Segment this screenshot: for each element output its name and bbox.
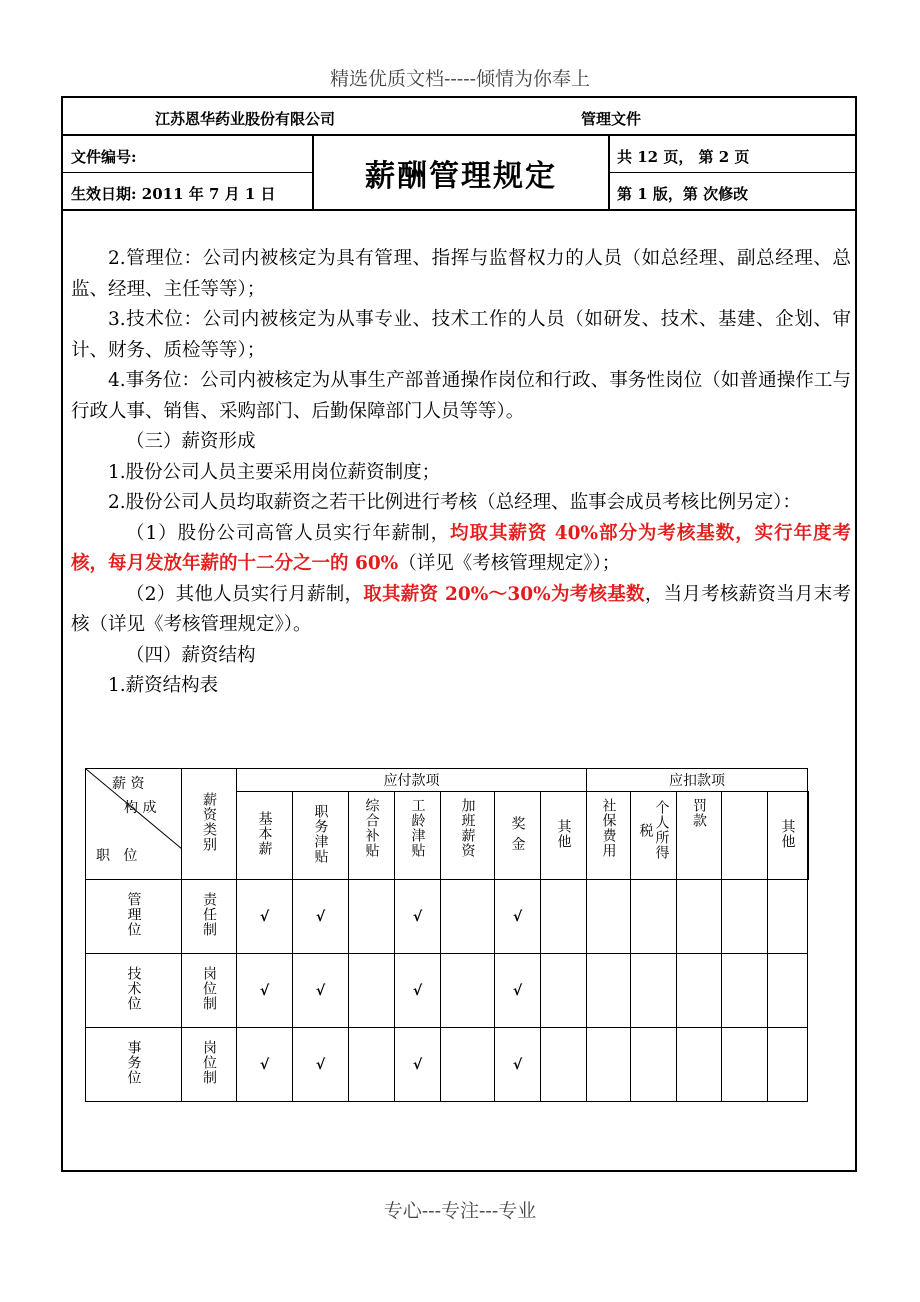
col-header-label: 工龄津贴 [409,798,426,858]
type-cell [182,954,237,1028]
paragraph: 2.管理位：公司内被核定为具有管理、指挥与监督权力的人员（如总经理、副总经理、总监、经理、主任等等）； [71,248,851,300]
col-header [349,792,395,880]
type-header [182,769,237,880]
salary-structure-table [85,768,809,1102]
check-mark: √ [395,954,441,1028]
paragraph-part: ，当月考核薪资当月末考核（详见《考核管理规定》）。 [71,583,851,635]
col-header-label: 基本薪 [256,811,273,856]
watermark-top: 精选优质文档-----倾情为你奉上 [329,68,591,90]
paragraph: 1.股份公司人员主要采用岗位薪资制度； [108,461,441,483]
corner-cell [86,769,182,880]
col-header [293,792,349,880]
type-cell [182,880,237,954]
paragraph-part: （详见《考核管理规定》）； [398,553,621,574]
col-header-empty [722,792,768,880]
col-header-label: 职务津贴 [312,803,329,864]
col-header [768,792,808,880]
col-header [677,792,722,880]
paragraph: 4.事务位：公司内被核定为从事生产部普通操作岗位和行政、事务性岗位（如普通操作工与行政人事、销售、采购部门、后勤保障部门人员等等）。 [71,370,851,422]
position-label: 技术位 [125,966,142,1011]
check-mark: √ [293,1028,349,1102]
col-header [237,792,293,880]
col-header [631,792,677,880]
check-mark: √ [237,954,293,1028]
paragraph-part: （1）股份公司高管人员实行年薪制， [126,522,451,544]
corner-mid: 构 成 [124,800,157,816]
position-cell [86,1028,182,1102]
paragraph [71,580,851,641]
file-no-label: 文件编号: [71,148,137,166]
body-text [71,244,851,702]
col-header-label: 社保费用 [600,798,617,858]
check-mark: √ [395,880,441,954]
header-rule [63,172,313,173]
watermark-bottom: 专心---专注---专业 [383,1200,537,1222]
col-header [495,792,541,880]
check-mark: √ [495,1028,541,1102]
paragraph: 1.薪资结构表 [108,675,219,696]
col-header-label: 奖 金 [509,815,526,852]
page-title: 薪酬管理规定 [365,159,557,194]
type-header-label: 薪资类别 [201,792,217,852]
company-name: 江苏恩华药业股份有限公司 [155,110,336,128]
col-header-label: 罚款 [691,798,707,828]
highlighted-text: 均取其薪资 40%部分为考核基数，实行年度考核，每月发放年薪的十二分之一的 60% [71,522,851,574]
section-heading: （三）薪资形成 [126,431,256,452]
col-header [587,792,631,880]
type-cell [182,1028,237,1102]
header-rule [609,172,855,173]
position-label: 事务位 [125,1040,142,1085]
payable-header: 应付款项 [237,769,587,792]
position-label: 管理位 [125,892,142,937]
effective-date: 生效日期: 2011 年 7 月 1 日 [71,185,276,203]
paragraph: 3.技术位：公司内被核定为从事专业、技术工作的人员（如研发、技术、基建、企划、审计、财务、质检等等）； [71,309,851,361]
table-row [86,1028,809,1102]
section-heading: （四）薪资结构 [126,644,256,666]
position-cell [86,880,182,954]
col-header [395,792,441,880]
col-header-label: 其他 [779,818,796,849]
col-header-label: 其他 [555,818,572,849]
paragraph: 2.股份公司人员均取薪资之若干比例进行考核（总经理、监事会成员考核比例另定）： [108,492,801,513]
page-count: 共 12 页， 第 2 页 [617,148,750,166]
check-mark: √ [395,1028,441,1102]
check-mark: √ [237,880,293,954]
position-cell [86,954,182,1028]
check-mark: √ [237,1028,293,1102]
highlighted-text: 取其薪资 20%～30%为考核基数 [363,583,645,605]
corner-bottom: 职 位 [96,848,138,864]
table-row [86,954,809,1028]
check-mark: √ [293,954,349,1028]
document-frame [61,96,857,1172]
type-label: 岗位制 [201,1040,217,1085]
deduct-header: 应扣款项 [587,769,808,792]
col-header-label: 个人所得税 [637,800,670,860]
version-info: 第 1 版，第 次修改 [617,185,749,203]
type-label: 岗位制 [201,966,217,1011]
col-header-label: 加班薪资 [459,798,476,858]
col-header-empty [808,792,809,880]
col-header-label: 综合补贴 [363,798,380,858]
paragraph [71,519,851,580]
check-mark: √ [495,880,541,954]
col-header [541,792,587,880]
check-mark: √ [293,880,349,954]
doc-type: 管理文件 [581,110,642,128]
table-row [86,880,809,954]
check-mark: √ [495,954,541,1028]
type-label: 责任制 [201,892,217,937]
paragraph-part: （2）其他人员实行月薪制， [126,583,364,605]
corner-top: 薪 资 [112,776,145,792]
col-header [441,792,495,880]
